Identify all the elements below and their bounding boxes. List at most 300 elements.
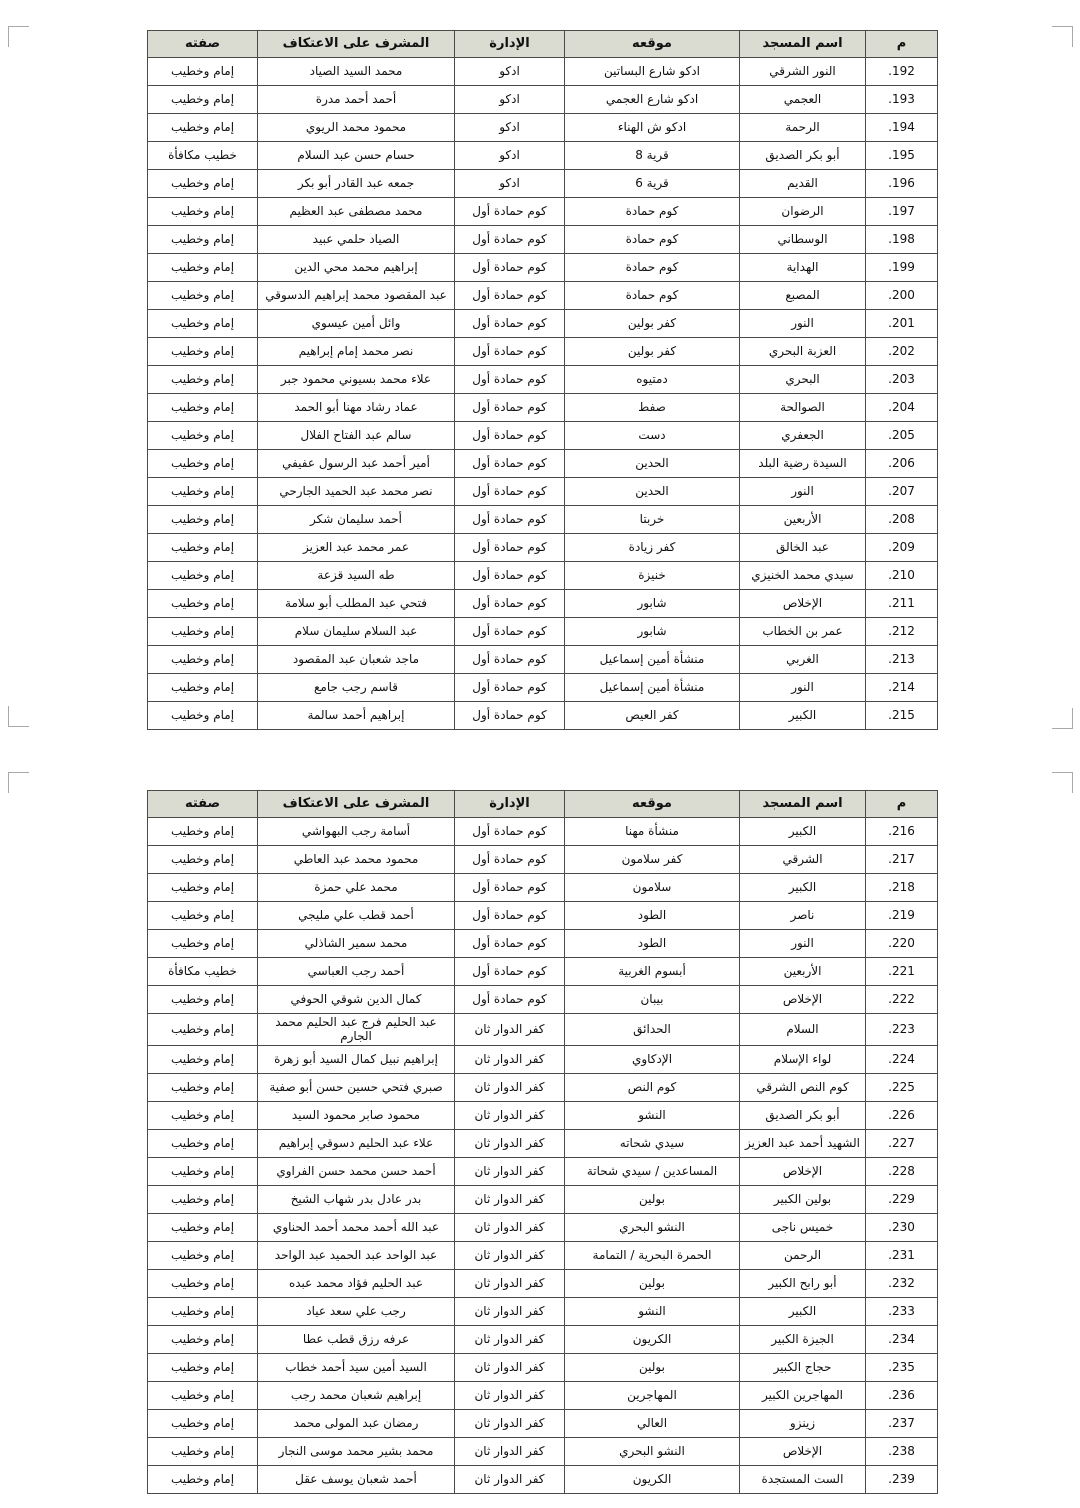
table-header <box>148 31 938 58</box>
table-header <box>148 791 938 818</box>
cell-location: كوم حمادة <box>565 282 740 310</box>
cell-location: النشو البحري <box>565 1213 740 1241</box>
cell-num: 230. <box>866 1213 938 1241</box>
table-row <box>148 58 938 86</box>
cell-supervisor: الصياد حلمي عبيد <box>258 226 455 254</box>
cell-mosque: الإخلاص <box>740 986 866 1014</box>
header-row <box>148 791 938 818</box>
cell-admin: كفر الدوار ثان <box>455 1381 565 1409</box>
cell-location: الحمرة البحرية / التمامة <box>565 1241 740 1269</box>
cell-title: إمام وخطيب <box>148 1381 258 1409</box>
table-row <box>148 86 938 114</box>
cell-location: قرية 8 <box>565 142 740 170</box>
cell-admin: ادكو <box>455 114 565 142</box>
table-row <box>148 114 938 142</box>
cell-supervisor: نصر محمد عبد الحميد الجارحي <box>258 478 455 506</box>
cell-mosque: الشهيد أحمد عبد العزيز <box>740 1129 866 1157</box>
cell-num: 203. <box>866 366 938 394</box>
cell-mosque: الجيزة الكبير <box>740 1325 866 1353</box>
table-row <box>148 1465 938 1493</box>
table-row <box>148 1185 938 1213</box>
table-row <box>148 1101 938 1129</box>
cell-num: 231. <box>866 1241 938 1269</box>
cell-location: صفط <box>565 394 740 422</box>
cell-title: إمام وخطيب <box>148 818 258 846</box>
cell-mosque: الإخلاص <box>740 1157 866 1185</box>
cell-num: 233. <box>866 1297 938 1325</box>
cell-supervisor: عبد المقصود محمد إبراهيم الدسوقي <box>258 282 455 310</box>
cell-mosque: المهاجرين الكبير <box>740 1381 866 1409</box>
column-header-admin: الإدارة <box>455 791 565 818</box>
cell-location: دست <box>565 422 740 450</box>
table-row <box>148 1437 938 1465</box>
cell-title: إمام وخطيب <box>148 1325 258 1353</box>
cell-title: إمام وخطيب <box>148 874 258 902</box>
cell-mosque: السيدة رضية البلد <box>740 450 866 478</box>
cell-admin: كوم حمادة أول <box>455 338 565 366</box>
table-row <box>148 506 938 534</box>
table-row <box>148 198 938 226</box>
table-row <box>148 562 938 590</box>
cell-title: إمام وخطيب <box>148 338 258 366</box>
cell-mosque: النور <box>740 478 866 506</box>
cell-mosque: الرضوان <box>740 198 866 226</box>
cell-num: 192. <box>866 58 938 86</box>
cell-title: إمام وخطيب <box>148 254 258 282</box>
cell-location: منشأة أمين إسماعيل <box>565 674 740 702</box>
crop-mark-page2-top-left <box>8 772 29 793</box>
cell-num: 216. <box>866 818 938 846</box>
cell-admin: كوم حمادة أول <box>455 618 565 646</box>
cell-location: بولين <box>565 1185 740 1213</box>
cell-mosque: أبو رابح الكبير <box>740 1269 866 1297</box>
cell-num: 222. <box>866 986 938 1014</box>
cell-num: 229. <box>866 1185 938 1213</box>
cell-location: بيبان <box>565 986 740 1014</box>
cell-admin: كفر الدوار ثان <box>455 1437 565 1465</box>
table-row <box>148 310 938 338</box>
cell-supervisor: قاسم رجب جامع <box>258 674 455 702</box>
cell-title: إمام وخطيب <box>148 930 258 958</box>
cell-location: كوم النص <box>565 1073 740 1101</box>
table-row <box>148 422 938 450</box>
table-row <box>148 1325 938 1353</box>
cell-location: خنيزة <box>565 562 740 590</box>
cell-num: 204. <box>866 394 938 422</box>
cell-supervisor: أمير أحمد عبد الرسول عفيفي <box>258 450 455 478</box>
cell-title: إمام وخطيب <box>148 674 258 702</box>
table-row <box>148 930 938 958</box>
cell-num: 197. <box>866 198 938 226</box>
cell-supervisor: عبد السلام سليمان سلام <box>258 618 455 646</box>
cell-mosque: أبو بكر الصديق <box>740 1101 866 1129</box>
cell-title: إمام وخطيب <box>148 534 258 562</box>
table-row <box>148 1353 938 1381</box>
table-row <box>148 1409 938 1437</box>
cell-admin: ادكو <box>455 58 565 86</box>
cell-admin: كفر الدوار ثان <box>455 1157 565 1185</box>
cell-admin: كوم حمادة أول <box>455 450 565 478</box>
cell-num: 202. <box>866 338 938 366</box>
table-row <box>148 1014 938 1046</box>
cell-mosque: الرحمة <box>740 114 866 142</box>
mosque-table-page-2 <box>147 790 938 1494</box>
table-row <box>148 1157 938 1185</box>
cell-mosque: المصبع <box>740 282 866 310</box>
cell-admin: كفر الدوار ثان <box>455 1014 565 1046</box>
cell-num: 220. <box>866 930 938 958</box>
cell-title: إمام وخطيب <box>148 1297 258 1325</box>
cell-supervisor: جمعه عبد القادر أبو بكر <box>258 170 455 198</box>
table-row <box>148 702 938 730</box>
cell-supervisor: نصر محمد إمام إبراهيم <box>258 338 455 366</box>
cell-mosque: الأربعين <box>740 506 866 534</box>
cell-mosque: الشرقي <box>740 846 866 874</box>
cell-num: 211. <box>866 590 938 618</box>
cell-title: إمام وخطيب <box>148 506 258 534</box>
cell-supervisor: محمود صابر محمود السيد <box>258 1101 455 1129</box>
cell-title: إمام وخطيب <box>148 1157 258 1185</box>
cell-title: إمام وخطيب <box>148 1073 258 1101</box>
cell-admin: كوم حمادة أول <box>455 874 565 902</box>
column-header-mosque: اسم المسجد <box>740 31 866 58</box>
cell-location: المهاجرين <box>565 1381 740 1409</box>
cell-mosque: الإخلاص <box>740 590 866 618</box>
table-row <box>148 1241 938 1269</box>
cell-num: 193. <box>866 86 938 114</box>
cell-admin: ادكو <box>455 142 565 170</box>
cell-num: 210. <box>866 562 938 590</box>
cell-num: 228. <box>866 1157 938 1185</box>
cell-supervisor: عبد الحليم فؤاد محمد عبده <box>258 1269 455 1297</box>
cell-location: منشأة مهنا <box>565 818 740 846</box>
cell-location: ادكو ش الهناء <box>565 114 740 142</box>
cell-admin: كفر الدوار ثان <box>455 1325 565 1353</box>
cell-location: كوم حمادة <box>565 226 740 254</box>
cell-location: شابور <box>565 618 740 646</box>
table-row <box>148 254 938 282</box>
cell-num: 198. <box>866 226 938 254</box>
cell-location: الطود <box>565 902 740 930</box>
cell-supervisor: إبراهيم نبيل كمال السيد أبو زهرة <box>258 1045 455 1073</box>
cell-admin: كوم حمادة أول <box>455 310 565 338</box>
cell-supervisor: أحمد حسن محمد حسن الفراوي <box>258 1157 455 1185</box>
cell-location: أبسوم الغربية <box>565 958 740 986</box>
cell-location: النشو <box>565 1101 740 1129</box>
table-body <box>148 818 938 1494</box>
cell-admin: ادكو <box>455 170 565 198</box>
cell-location: كوم حمادة <box>565 198 740 226</box>
cell-title: إمام وخطيب <box>148 366 258 394</box>
cell-num: 221. <box>866 958 938 986</box>
cell-location: الإدكاوي <box>565 1045 740 1073</box>
cell-admin: كفر الدوار ثان <box>455 1073 565 1101</box>
column-header-admin: الإدارة <box>455 31 565 58</box>
cell-title: إمام وخطيب <box>148 1129 258 1157</box>
cell-num: 234. <box>866 1325 938 1353</box>
cell-title: إمام وخطيب <box>148 618 258 646</box>
cell-supervisor: عبد الله أحمد محمد أحمد الحناوي <box>258 1213 455 1241</box>
cell-admin: كفر الدوار ثان <box>455 1241 565 1269</box>
cell-title: إمام وخطيب <box>148 86 258 114</box>
cell-mosque: حجاج الكبير <box>740 1353 866 1381</box>
cell-admin: كفر الدوار ثان <box>455 1045 565 1073</box>
cell-mosque: الوسطاني <box>740 226 866 254</box>
cell-supervisor: أحمد شعبان يوسف عقل <box>258 1465 455 1493</box>
cell-num: 238. <box>866 1437 938 1465</box>
table-row <box>148 1045 938 1073</box>
page-2 <box>148 790 938 1494</box>
cell-mosque: ناصر <box>740 902 866 930</box>
cell-mosque: الصوالحة <box>740 394 866 422</box>
cell-location: الحدين <box>565 450 740 478</box>
cell-mosque: القديم <box>740 170 866 198</box>
column-header-num: م <box>866 791 938 818</box>
table-body <box>148 58 938 730</box>
cell-location: دمتيوه <box>565 366 740 394</box>
table-row <box>148 170 938 198</box>
cell-num: 218. <box>866 874 938 902</box>
cell-num: 223. <box>866 1014 938 1046</box>
cell-location: سلامون <box>565 874 740 902</box>
cell-title: إمام وخطيب <box>148 646 258 674</box>
cell-mosque: النور الشرقي <box>740 58 866 86</box>
cell-admin: كفر الدوار ثان <box>455 1129 565 1157</box>
table-row <box>148 846 938 874</box>
cell-title: إمام وخطيب <box>148 1465 258 1493</box>
cell-admin: كوم حمادة أول <box>455 282 565 310</box>
crop-mark-page1-bottom-left <box>8 706 29 727</box>
cell-admin: كفر الدوار ثان <box>455 1353 565 1381</box>
table-row <box>148 226 938 254</box>
table-row <box>148 958 938 986</box>
table-row <box>148 142 938 170</box>
cell-mosque: عمر بن الخطاب <box>740 618 866 646</box>
cell-num: 195. <box>866 142 938 170</box>
cell-title: إمام وخطيب <box>148 58 258 86</box>
cell-supervisor: حسام حسن عبد السلام <box>258 142 455 170</box>
cell-supervisor: إبراهيم أحمد سالمة <box>258 702 455 730</box>
cell-admin: كوم حمادة أول <box>455 198 565 226</box>
cell-admin: كوم حمادة أول <box>455 846 565 874</box>
column-header-title: صفته <box>148 31 258 58</box>
cell-num: 217. <box>866 846 938 874</box>
cell-supervisor: أحمد رجب العباسي <box>258 958 455 986</box>
cell-num: 224. <box>866 1045 938 1073</box>
cell-supervisor: رجب علي سعد عياد <box>258 1297 455 1325</box>
cell-location: بولين <box>565 1269 740 1297</box>
table-row <box>148 366 938 394</box>
table-row <box>148 986 938 1014</box>
cell-location: كفر بولين <box>565 338 740 366</box>
cell-location: ادكو شارع العجمي <box>565 86 740 114</box>
cell-admin: كوم حمادة أول <box>455 562 565 590</box>
cell-admin: كوم حمادة أول <box>455 366 565 394</box>
cell-supervisor: علاء محمد بسيوني محمود جبر <box>258 366 455 394</box>
cell-mosque: النور <box>740 930 866 958</box>
cell-title: خطيب مكافأة <box>148 142 258 170</box>
crop-mark-top-left <box>8 26 29 47</box>
table-row <box>148 450 938 478</box>
cell-title: إمام وخطيب <box>148 114 258 142</box>
cell-num: 232. <box>866 1269 938 1297</box>
cell-supervisor: صبري فتحي حسين حسن أبو صفية <box>258 1073 455 1101</box>
cell-admin: كفر الدوار ثان <box>455 1465 565 1493</box>
page-1 <box>148 30 938 730</box>
cell-num: 215. <box>866 702 938 730</box>
column-header-num: م <box>866 31 938 58</box>
cell-title: إمام وخطيب <box>148 450 258 478</box>
cell-num: 209. <box>866 534 938 562</box>
cell-location: النشو البحري <box>565 1437 740 1465</box>
cell-supervisor: بدر عادل بدر شهاب الشيخ <box>258 1185 455 1213</box>
cell-title: إمام وخطيب <box>148 226 258 254</box>
cell-supervisor: أحمد قطب علي مليجي <box>258 902 455 930</box>
cell-admin: كفر الدوار ثان <box>455 1101 565 1129</box>
cell-mosque: الأربعين <box>740 958 866 986</box>
cell-supervisor: فتحي عبد المطلب أبو سلامة <box>258 590 455 618</box>
cell-admin: كوم حمادة أول <box>455 590 565 618</box>
cell-mosque: النور <box>740 310 866 338</box>
column-header-title: صفته <box>148 791 258 818</box>
cell-location: بولين <box>565 1353 740 1381</box>
cell-supervisor: محمد مصطفى عبد العظيم <box>258 198 455 226</box>
cell-location: كفر زيادة <box>565 534 740 562</box>
table-row <box>148 478 938 506</box>
table-row <box>148 818 938 846</box>
cell-mosque: الكبير <box>740 1297 866 1325</box>
cell-supervisor: عمر محمد عبد العزيز <box>258 534 455 562</box>
cell-supervisor: أحمد أحمد مدرة <box>258 86 455 114</box>
cell-num: 237. <box>866 1409 938 1437</box>
cell-admin: كفر الدوار ثان <box>455 1269 565 1297</box>
table-row <box>148 902 938 930</box>
table-row <box>148 1213 938 1241</box>
cell-admin: كوم حمادة أول <box>455 226 565 254</box>
cell-num: 206. <box>866 450 938 478</box>
cell-admin: كوم حمادة أول <box>455 422 565 450</box>
cell-supervisor: إبراهيم شعبان محمد رجب <box>258 1381 455 1409</box>
cell-title: خطيب مكافأة <box>148 958 258 986</box>
cell-title: إمام وخطيب <box>148 846 258 874</box>
cell-location: كفر سلامون <box>565 846 740 874</box>
cell-num: 227. <box>866 1129 938 1157</box>
cell-title: إمام وخطيب <box>148 422 258 450</box>
cell-title: إمام وخطيب <box>148 1185 258 1213</box>
cell-location: سيدي شحاته <box>565 1129 740 1157</box>
cell-mosque: الست المستجدة <box>740 1465 866 1493</box>
cell-mosque: لواء الإسلام <box>740 1045 866 1073</box>
cell-mosque: الغربي <box>740 646 866 674</box>
cell-mosque: الإخلاص <box>740 1437 866 1465</box>
cell-supervisor: محمود محمد الريوي <box>258 114 455 142</box>
table-row <box>148 674 938 702</box>
cell-mosque: خميس ناجى <box>740 1213 866 1241</box>
cell-supervisor: أسامة رجب البهواشي <box>258 818 455 846</box>
cell-mosque: البحري <box>740 366 866 394</box>
cell-title: إمام وخطيب <box>148 282 258 310</box>
cell-admin: كفر الدوار ثان <box>455 1297 565 1325</box>
cell-title: إمام وخطيب <box>148 394 258 422</box>
cell-mosque: عبد الخالق <box>740 534 866 562</box>
cell-title: إمام وخطيب <box>148 170 258 198</box>
cell-supervisor: وائل أمين عيسوي <box>258 310 455 338</box>
cell-mosque: الهداية <box>740 254 866 282</box>
cell-location: قرية 6 <box>565 170 740 198</box>
cell-num: 196. <box>866 170 938 198</box>
cell-title: إمام وخطيب <box>148 1353 258 1381</box>
cell-num: 226. <box>866 1101 938 1129</box>
cell-supervisor: عبد الواحد عبد الحميد عبد الواحد <box>258 1241 455 1269</box>
cell-supervisor: علاء عبد الحليم دسوقي إبراهيم <box>258 1129 455 1157</box>
table-row <box>148 1381 938 1409</box>
cell-admin: كوم حمادة أول <box>455 986 565 1014</box>
cell-admin: كفر الدوار ثان <box>455 1409 565 1437</box>
cell-location: المساعدين / سيدي شحاتة <box>565 1157 740 1185</box>
cell-admin: كوم حمادة أول <box>455 702 565 730</box>
cell-supervisor: السيد أمين سيد أحمد خطاب <box>258 1353 455 1381</box>
cell-num: 194. <box>866 114 938 142</box>
cell-location: الطود <box>565 930 740 958</box>
cell-num: 219. <box>866 902 938 930</box>
cell-mosque: السلام <box>740 1014 866 1046</box>
cell-title: إمام وخطيب <box>148 1409 258 1437</box>
cell-supervisor: طه السيد قزعة <box>258 562 455 590</box>
cell-admin: كوم حمادة أول <box>455 646 565 674</box>
column-header-location: موقعه <box>565 791 740 818</box>
cell-num: 201. <box>866 310 938 338</box>
cell-mosque: بولين الكبير <box>740 1185 866 1213</box>
table-row <box>148 590 938 618</box>
cell-mosque: الكبير <box>740 874 866 902</box>
cell-supervisor: إبراهيم محمد محي الدين <box>258 254 455 282</box>
cell-mosque: زينزو <box>740 1409 866 1437</box>
cell-supervisor: سالم عبد الفتاح الفلال <box>258 422 455 450</box>
table-row <box>148 534 938 562</box>
cell-num: 213. <box>866 646 938 674</box>
cell-admin: كوم حمادة أول <box>455 902 565 930</box>
cell-location: الكريون <box>565 1325 740 1353</box>
cell-title: إمام وخطيب <box>148 1045 258 1073</box>
cell-supervisor: عماد رشاد مهنا أبو الحمد <box>258 394 455 422</box>
cell-supervisor: أحمد سليمان شكر <box>258 506 455 534</box>
cell-admin: كفر الدوار ثان <box>455 1213 565 1241</box>
cell-location: ادكو شارع البساتين <box>565 58 740 86</box>
cell-mosque: العجمي <box>740 86 866 114</box>
table-row <box>148 394 938 422</box>
cell-num: 200. <box>866 282 938 310</box>
cell-title: إمام وخطيب <box>148 1101 258 1129</box>
cell-num: 205. <box>866 422 938 450</box>
cell-supervisor: عرفه رزق قطب عطا <box>258 1325 455 1353</box>
cell-title: إمام وخطيب <box>148 1213 258 1241</box>
cell-location: النشو <box>565 1297 740 1325</box>
cell-num: 225. <box>866 1073 938 1101</box>
cell-num: 212. <box>866 618 938 646</box>
cell-location: خربتا <box>565 506 740 534</box>
table-row <box>148 282 938 310</box>
header-row <box>148 31 938 58</box>
cell-admin: كوم حمادة أول <box>455 394 565 422</box>
cell-supervisor: محمد علي حمزة <box>258 874 455 902</box>
crop-mark-page1-bottom-right <box>1052 708 1073 729</box>
mosque-table-page-1 <box>147 30 938 730</box>
cell-location: الحدائق <box>565 1014 740 1046</box>
cell-mosque: كوم النص الشرقي <box>740 1073 866 1101</box>
cell-title: إمام وخطيب <box>148 1014 258 1046</box>
cell-supervisor: محمد بشير محمد موسى النجار <box>258 1437 455 1465</box>
column-header-supervisor: المشرف على الاعتكاف <box>258 791 455 818</box>
